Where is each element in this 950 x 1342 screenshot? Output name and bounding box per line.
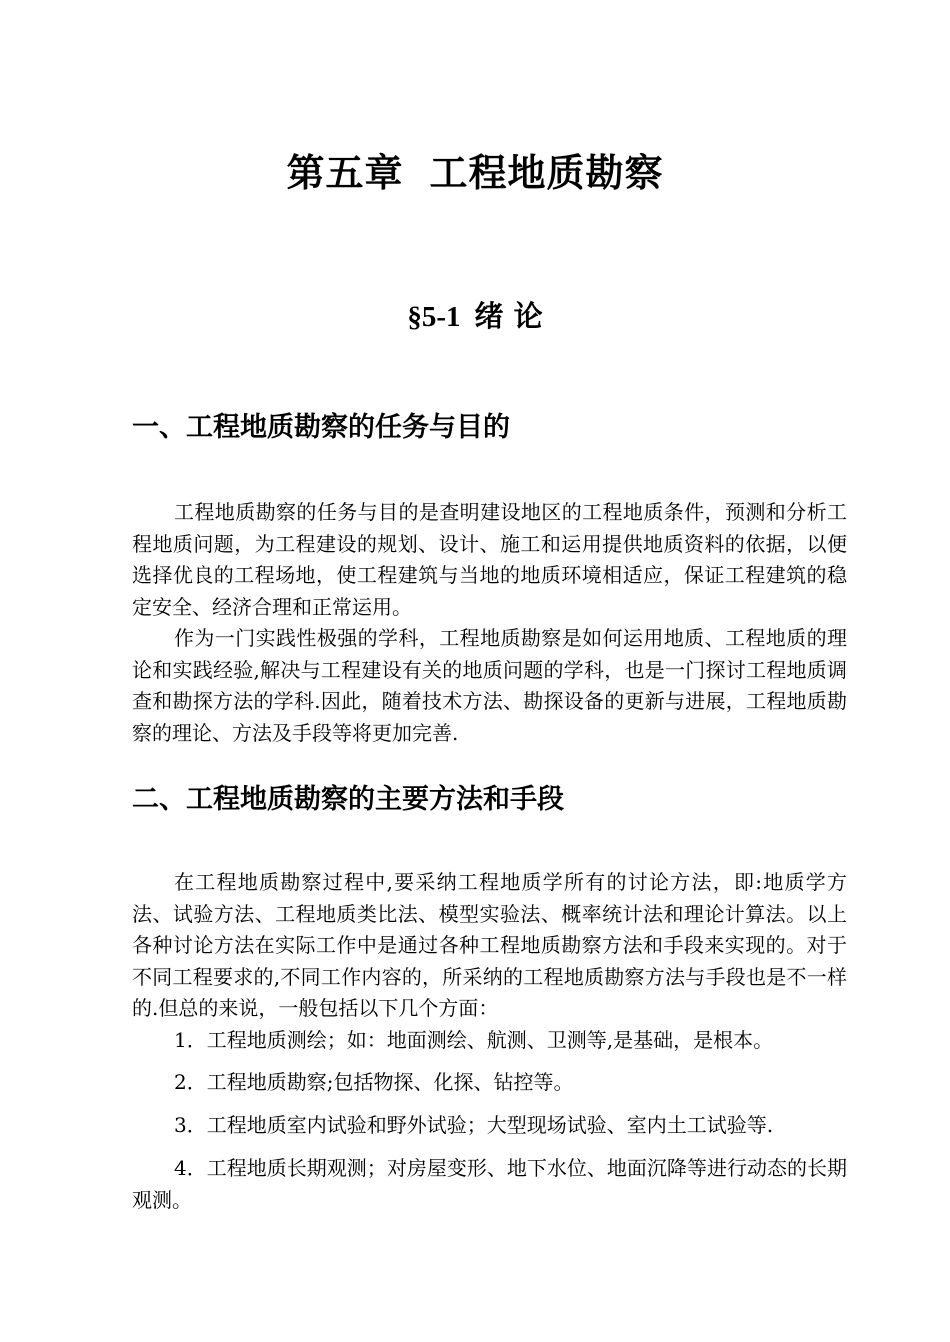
list-item-mapping: 1．工程地质测绘；如：地面测绘、航测、卫测等,是基础，是根本。 [174,1028,774,1052]
paragraph-task: 工程地质勘察的任务与目的是查明建设地区的工程地质条件，预测和分析工程地质问题，为工程建设的规划、设计、施工和运用提供地质资料的依据，以便选择优良的工程场地，使工程建筑与当地的地质环境相适应，保证工程建筑的稳定安全、经济合理和正常运用。 [132,500,847,619]
section-name: 绪 论 [474,299,543,333]
list-item-exploration: 2．工程地质勘察;包括物探、化探、钻控等。 [174,1070,574,1094]
chapter-title [0,142,950,197]
paragraph-discipline: 作为一门实践性极强的学科，工程地质勘察是如何运用地质、工程地质的理论和实践经验,解决与工程建设有关的地质问题的学科，也是一门探讨工程地质调查和勘探方法的学科.因此，随着技术方法、勘探设备的更新与进展，工程地质勘察的理论、方法及手段等将更加完善. [132,626,847,745]
heading-task-and-purpose: 一、工程地质勘察的任务与目的 [132,412,510,443]
chapter-name: 工程地质勘察 [429,151,664,195]
heading-methods: 二、工程地质勘察的主要方法和手段 [132,784,564,815]
chapter-number: 第五章 [286,151,404,195]
list-item-testing: 3．工程地质室内试验和野外试验；大型现场试验、室内土工试验等. [174,1113,774,1137]
paragraph-methods: 在工程地质勘察过程中,要采纳工程地质学所有的讨论方法，即:地质学方法、试验方法、工程地质类比法、模型实验法、概率统计法和理论计算法。以上各种讨论方法在实际工作中是通过各种工程地质勘察方法和手段来实现的。对于不同工程要求的,不同工作内容的，所采纳的工程地质勘察方法与手段也是不一样的.但总的来说，一般包括以下几个方面： [132,870,847,1020]
list-item-observation: 4．工程地质长期观测；对房屋变形、地下水位、地面沉降等进行动态的长期观测。 [132,1156,847,1212]
section-title [0,294,950,335]
section-number: §5-1 [407,301,461,333]
